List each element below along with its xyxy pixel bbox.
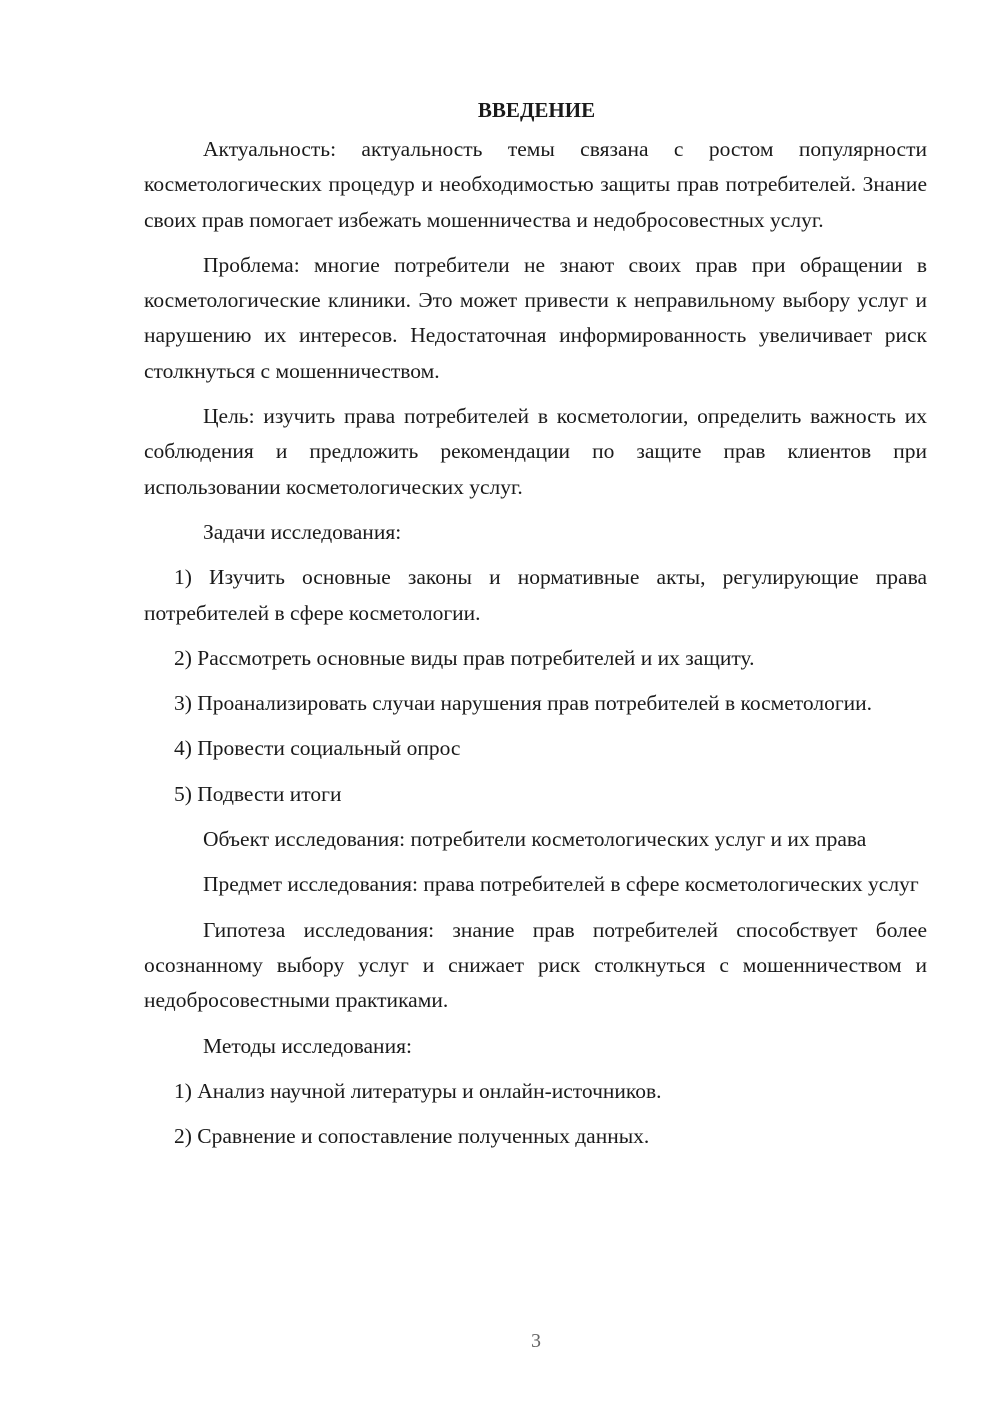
task-item-2: 2) Рассмотреть основные виды прав потребителей и их защиту.: [174, 645, 755, 670]
task-item-1: 1) Изучить основные законы и нормативные акты, регулирующие права потребителей в сфере косметологии.: [144, 565, 927, 625]
tasks-heading: Задачи исследования:: [203, 519, 402, 544]
paragraph-object: Объект исследования: потребители косметологических услуг и их права: [203, 827, 867, 852]
task-item-5: 5) Подвести итоги: [174, 781, 342, 806]
methods-heading: Методы исследования:: [203, 1033, 412, 1058]
method-item-2: 2) Сравнение и сопоставление полученных данных.: [174, 1124, 650, 1149]
page-number: 3: [531, 1330, 541, 1352]
paragraph-relevance: Актуальность: актуальность темы связана с ростом популярности косметологических процедур и необходимостью защиты прав потребителей. Знание своих прав помогает избежать мошенничества и недобросовестных услуг.: [144, 137, 927, 232]
page-title: ВВЕДЕНИЕ: [477, 98, 596, 122]
paragraph-goal: Цель: изучить права потребителей в косметологии, определить важность их соблюдения и предложить рекомендации по защите прав клиентов при использовании косметологических услуг.: [144, 404, 927, 499]
task-item-3: 3) Проанализировать случаи нарушения прав потребителей в косметологии.: [174, 691, 873, 716]
paragraph-hypothesis: Гипотеза исследования: знание прав потребителей способствует более осознанному выбору услуг и снижает риск столкнуться с мошенничеством и недобросовестными практиками.: [144, 917, 927, 1013]
paragraph-subject: Предмет исследования: права потребителей в сфере косметологических услуг: [203, 872, 919, 897]
paragraph-problem: Проблема: многие потребители не знают своих прав при обращении в косметологические клиники. Это может привести к неправильному выбору услуг и нарушению их интересов. Недостаточная информированность увеличивает риск столкнуться с мошенничеством.: [144, 252, 927, 383]
method-item-1: 1) Анализ научной литературы и онлайн-источников.: [174, 1078, 662, 1103]
page-body: [144, 92, 927, 1164]
task-item-4: 4) Провести социальный опрос: [174, 736, 461, 761]
